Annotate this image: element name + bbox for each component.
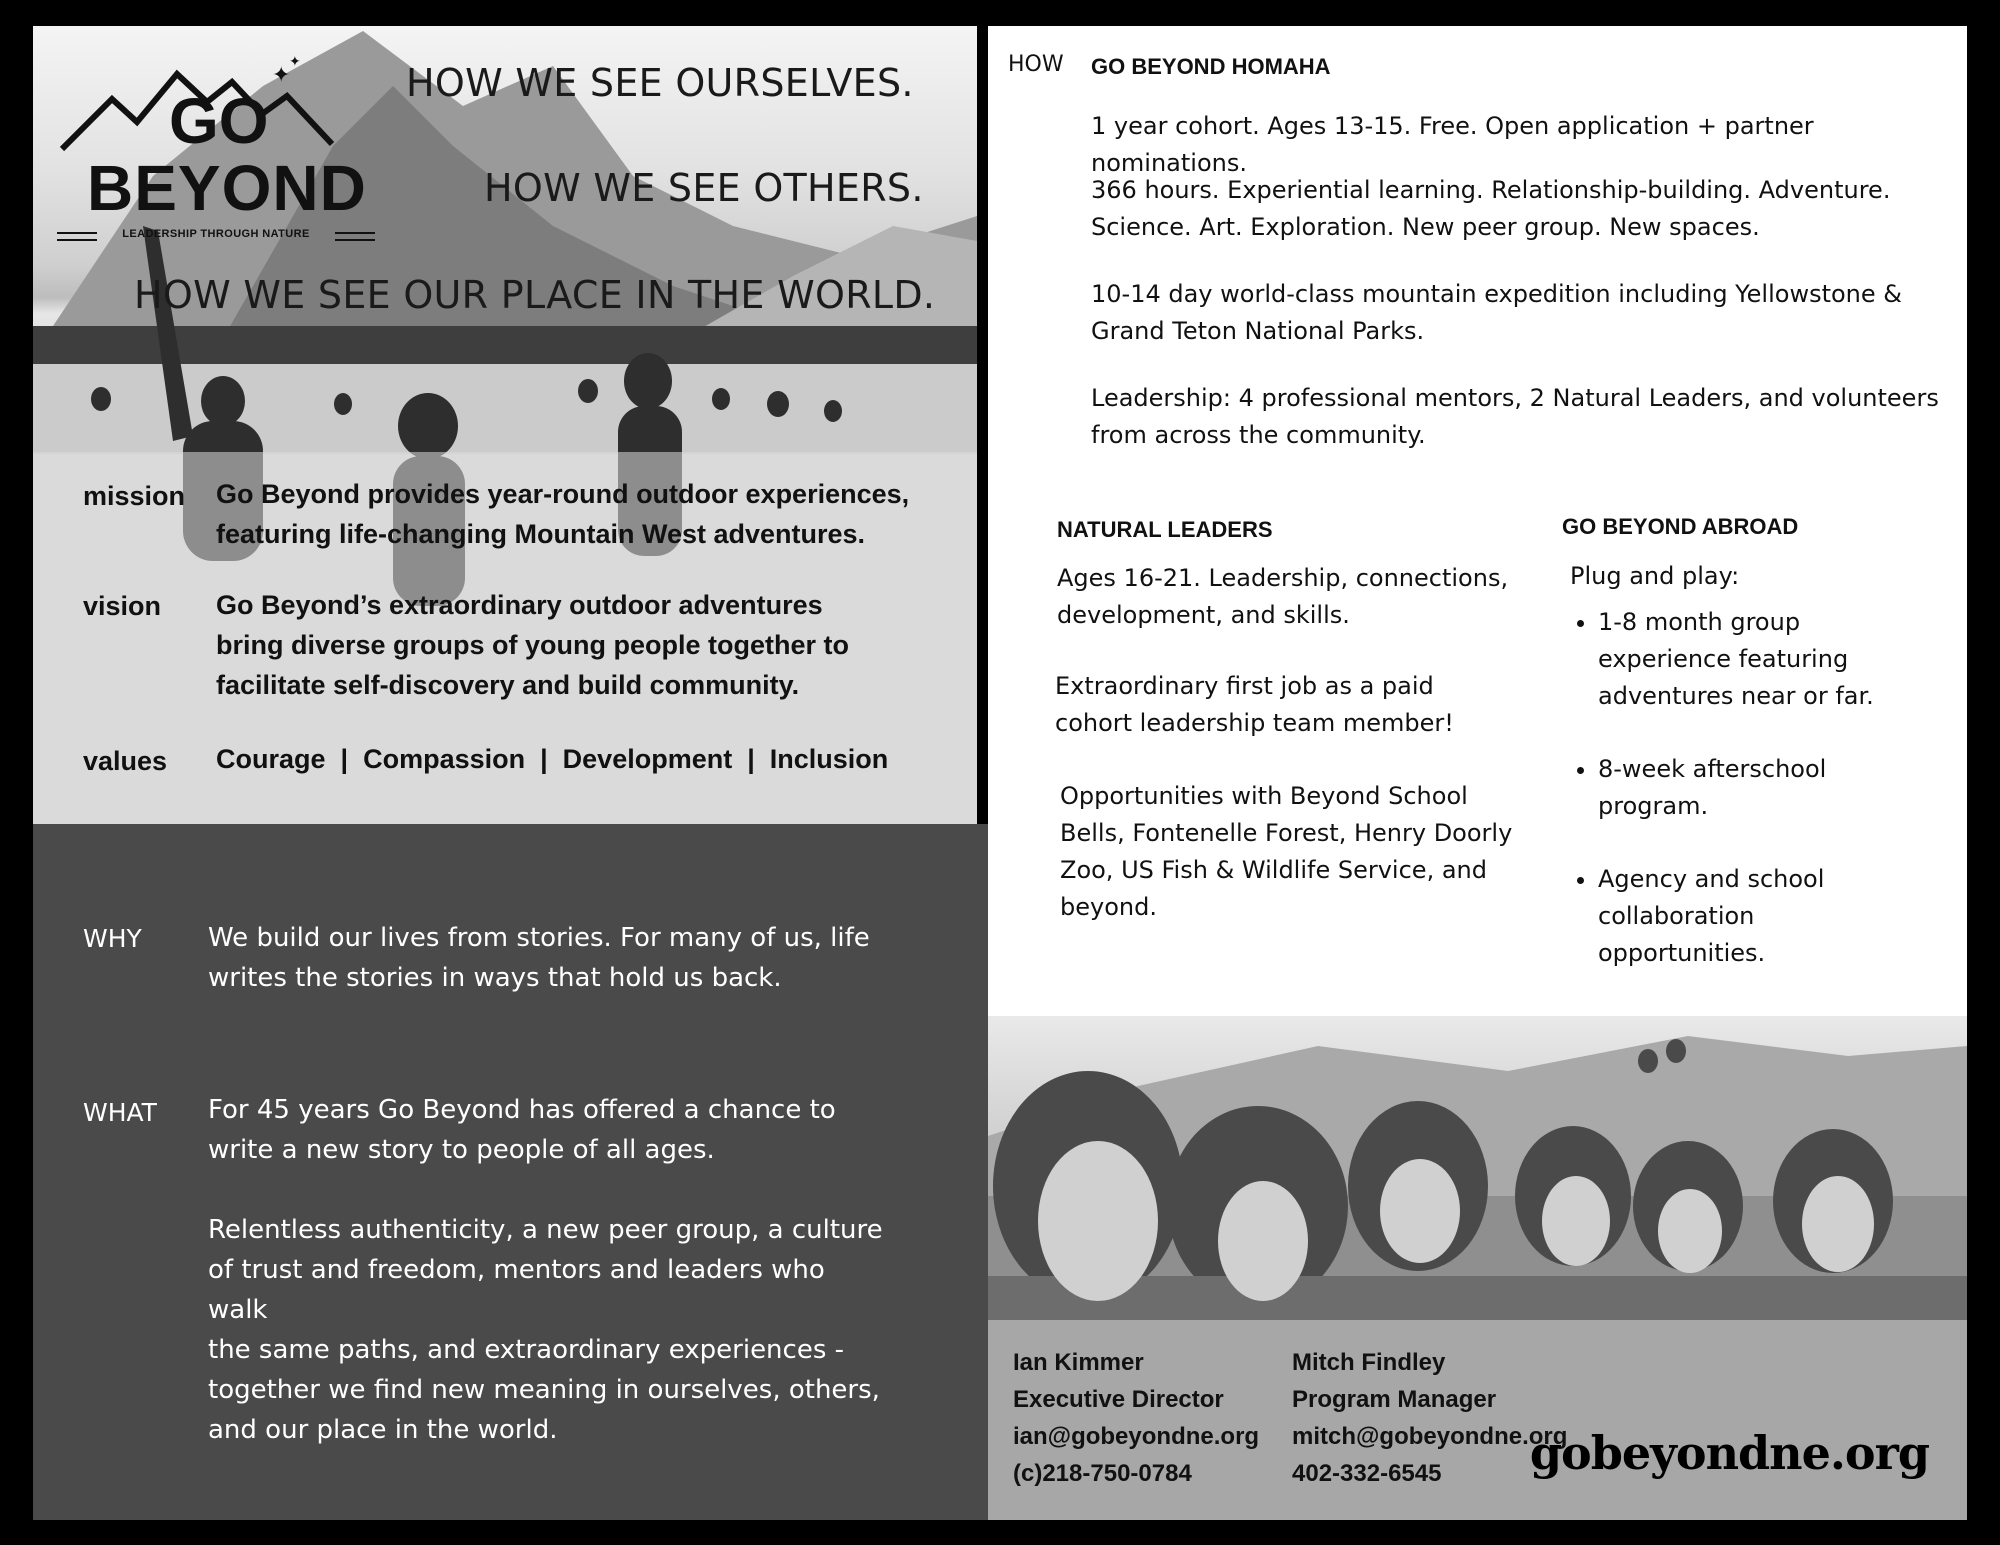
headline-others: HOW WE SEE OTHERS.: [484, 166, 924, 210]
logo-rule-left: [57, 232, 97, 241]
mission-text: Go Beyond provides year-round outdoor experiences, featuring life-changing Mountain West adventures.: [216, 479, 910, 549]
contact-phone[interactable]: 402-332-6545: [1292, 1460, 1442, 1487]
homaha-title: GO BEYOND HOMAHA: [1091, 54, 1331, 79]
website-link[interactable]: gobeyondne.org: [1529, 1426, 1929, 1480]
svg-text:✦: ✦: [272, 63, 291, 88]
natural-leaders-title: NATURAL LEADERS: [1057, 517, 1273, 542]
natural-leaders-p1: Ages 16-21. Leadership, connections, development, and skills.: [1057, 564, 1509, 629]
headline-world: HOW WE SEE OUR PLACE IN THE WORLD.: [134, 273, 936, 317]
values-text: Courage | Compassion | Development | Inclusion: [216, 744, 889, 774]
contact-mitch: [1292, 1344, 1567, 1492]
vision-text: Go Beyond’s extraordinary outdoor adventures bring diverse groups of young people together to facilitate self-discovery and build community.: [216, 590, 850, 700]
values-label: values: [83, 746, 168, 776]
logo-line1: GO: [169, 85, 269, 157]
programs-panel: [988, 26, 1967, 1016]
team-photo-panel: [988, 1016, 1967, 1520]
what-paragraph-2: Relentless authenticity, a new peer group, a culture of trust and freedom, mentors and leaders who walk the same paths, and extraordinary experiences - together we find new meaning in ourselves, others, and our place in the world.: [208, 1215, 883, 1445]
contact-email[interactable]: ian@gobeyondne.org: [1013, 1423, 1260, 1450]
contact-name: Ian Kimmer: [1013, 1349, 1144, 1376]
hero-photo-panel: [33, 26, 977, 824]
homaha-p1: 1 year cohort. Ages 13-15. Free. Open application + partner nominations.: [1091, 112, 1814, 177]
abroad-bullet: • 8-week afterschool program.: [1598, 751, 1958, 825]
logo-rule-right: [335, 232, 375, 241]
svg-text:✦: ✦: [289, 54, 301, 70]
contact-name: Mitch Findley: [1292, 1349, 1446, 1376]
contact-ian: [1013, 1344, 1259, 1492]
vision-label: vision: [83, 591, 162, 621]
abroad-intro: Plug and play:: [1570, 562, 1740, 590]
natural-leaders-p3: Opportunities with Beyond School Bells, Fontenelle Forest, Henry Doorly Zoo, US Fish & Wildlife Service, and beyond.: [1060, 782, 1513, 921]
how-label: HOW: [1008, 52, 1064, 77]
natural-leaders-p2: Extraordinary first job as a paid cohort leadership team member!: [1055, 672, 1454, 737]
contact-phone[interactable]: (c)218-750-0784: [1013, 1460, 1192, 1487]
why-what-panel: [33, 824, 988, 1520]
abroad-title: GO BEYOND ABROAD: [1562, 514, 1799, 539]
why-label: WHY: [83, 924, 142, 953]
abroad-bullet: • Agency and school collaboration opportunities.: [1598, 861, 1958, 972]
mission-label: mission: [83, 481, 186, 511]
headline-ourselves: HOW WE SEE OURSELVES.: [406, 61, 914, 105]
logo-tagline: LEADERSHIP THROUGH NATURE: [122, 228, 310, 240]
homaha-p3: 10-14 day world-class mountain expedition including Yellowstone & Grand Teton National Parks.: [1091, 280, 1902, 345]
why-text: We build our lives from stories. For many of us, life writes the stories in ways that hold us back.: [208, 923, 870, 993]
contact-email[interactable]: mitch@gobeyondne.org: [1292, 1423, 1568, 1450]
what-paragraph-1: For 45 years Go Beyond has offered a chance to write a new story to people of all ages.: [208, 1095, 836, 1165]
logo-line2: BEYOND: [87, 152, 367, 224]
homaha-p2: 366 hours. Experiential learning. Relationship-building. Adventure. Science. Art. Exploration. New peer group. New spaces.: [1091, 176, 1891, 241]
contact-role: Executive Director: [1013, 1386, 1224, 1413]
homaha-p4: Leadership: 4 professional mentors, 2 Natural Leaders, and volunteers from across the community.: [1091, 384, 1939, 449]
what-label: WHAT: [83, 1098, 157, 1127]
abroad-bullet: • 1-8 month group experience featuring adventures near or far.: [1598, 604, 1958, 715]
contact-role: Program Manager: [1292, 1386, 1497, 1413]
abroad-bullet-list: [1558, 604, 1958, 1008]
go-beyond-logo: [57, 44, 377, 244]
